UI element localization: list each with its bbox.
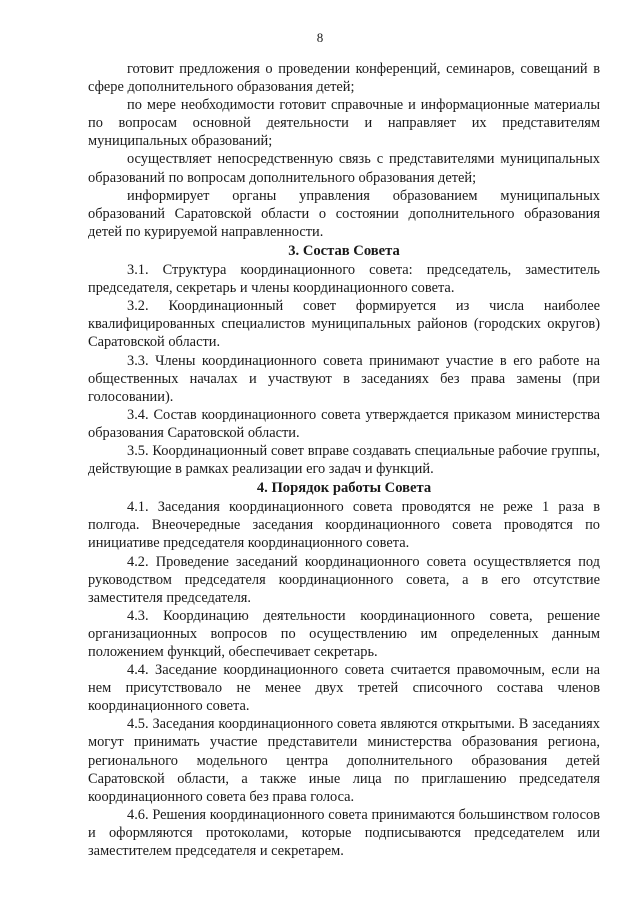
paragraph-3-1: 3.1. Структура координационного совета: председатель, заместитель председателя, секретарь и члены координационного совета.: [88, 262, 600, 297]
section-4-heading: 4. Порядок работы Совета: [256, 480, 432, 497]
paragraph-4-1: 4.1. Заседания координационного совета проводятся не реже 1 раза в полгода. Внеочередные заседания координационного совета проводятся по инициативе председателя координационного совета.: [88, 499, 600, 552]
section-3-heading: 3. Состав Совета: [288, 242, 400, 259]
page-number: 8: [316, 30, 324, 45]
paragraph-4-6: 4.6. Решения координационного совета принимаются большинством голосов и оформляются протоколами, которые подписываются председателем или заместителем председателя и секретарем.: [88, 806, 600, 860]
paragraph-2-cont-1: готовит предложения о проведении конференций, семинаров, совещаний в сфере дополнительного образования детей;: [88, 61, 600, 96]
paragraph-3-4: 3.4. Состав координационного совета утверждается приказом министерства образования Саратовской области.: [88, 406, 600, 441]
paragraph-2-cont-3: осуществляет непосредственную связь с представителями муниципальных образований по вопросам дополнительного образования детей;: [88, 151, 600, 186]
paragraph-4-2: 4.2. Проведение заседаний координационного совета осуществляется под руководством председателя координационного совета, а в его отсутствие заместителя председателя.: [88, 553, 600, 606]
paragraph-2-cont-2: по мере необходимости готовит справочные и информационные материалы по вопросам основной деятельности и направляет их представителям муниципальных образований;: [88, 97, 600, 150]
paragraph-4-4: 4.4. Заседание координационного совета считается правомочным, если на нем присутствовало не менее двух третей списочного состава членов координационного совета.: [88, 662, 600, 715]
paragraph-3-5: 3.5. Координационный совет вправе создавать специальные рабочие группы, действующие в рамках реализации его задач и функций.: [88, 442, 600, 478]
document-body: [88, 60, 600, 860]
paragraph-3-3: 3.3. Члены координационного совета принимают участие в его работе на общественных началах и участвуют в заседаниях без права замены (при голосовании).: [88, 352, 600, 405]
paragraph-3-2: 3.2. Координационный совет формируется из числа наиболее квалифицированных специалистов муниципальных районов (городских округов) Саратовской области.: [88, 298, 600, 351]
paragraph-4-5: 4.5. Заседания координационного совета являются открытыми. В заседаниях могут принимать участие представители министерства образования региона, регионального модельного центра дополнительного образования детей Саратовской области, а также иные лица по приглашению председателя координационного совета без права голоса.: [88, 716, 600, 805]
paragraph-2-cont-4: информирует органы управления образованием муниципальных образований Саратовской области о состоянии дополнительного образования детей по курируемой направленности.: [88, 187, 600, 240]
paragraph-4-3: 4.3. Координацию деятельности координационного совета, решение организационных вопросов по осуществлению им определенных данным положением функций, обеспечивает секретарь.: [88, 607, 600, 660]
